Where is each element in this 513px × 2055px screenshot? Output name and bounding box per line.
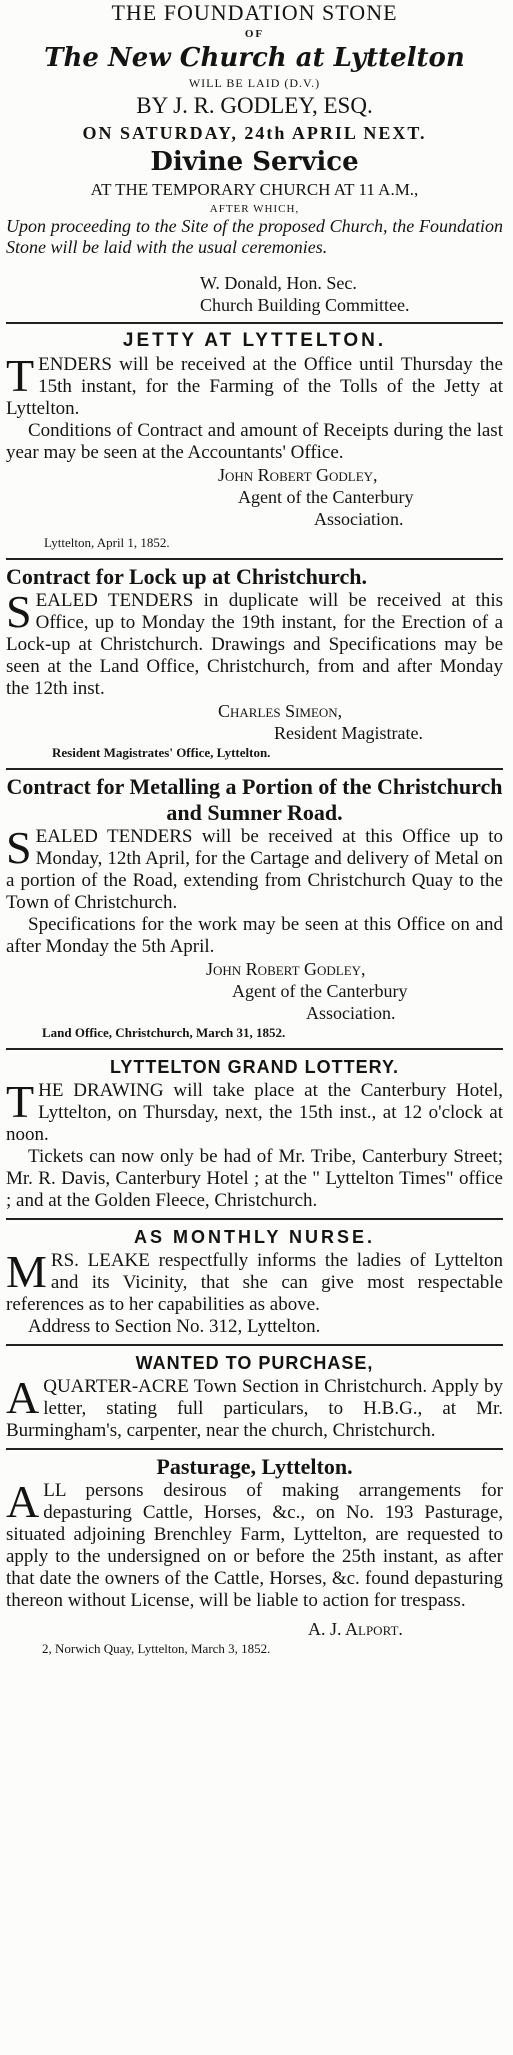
metalling-sig3: Association.: [306, 1003, 396, 1023]
pasturage-dropcap: A: [6, 1476, 40, 1527]
ad-metalling: [6, 770, 503, 1050]
jetty-sig2: Agent of the Canterbury: [238, 487, 414, 507]
metalling-title: Contract for Metalling a Portion of the Christchurch and Sumner Road.: [6, 774, 503, 825]
lockup-foot: Resident Magistrates' Office, Lyttelton.: [52, 745, 271, 760]
pasturage-body: [6, 1476, 503, 1612]
pasturage-title: Pasturage, Lyttelton.: [156, 1454, 353, 1479]
jetty-dropcap: T: [6, 350, 35, 401]
foundation-line8: AT THE TEMPORARY CHURCH AT 11 A.M.,: [90, 180, 419, 199]
lockup-body: [6, 586, 503, 700]
foundation-line7: Divine Service: [150, 147, 359, 177]
lockup-sig1: Charles Simeon,: [218, 701, 343, 721]
ad-foundation-stone: [6, 0, 503, 324]
metalling-body: [6, 822, 503, 958]
metalling-sig2: Agent of the Canterbury: [232, 981, 408, 1001]
foundation-line6: ON SATURDAY, 24th APRIL NEXT.: [82, 123, 427, 143]
ad-pasturage: [6, 1450, 503, 1664]
lottery-p1: HE DRAWING will take place at the Canterbury Hotel, Lyttelton, on Thursday, next, the 15th inst., at 12 o'clock at noon.: [6, 1080, 503, 1145]
ad-wanted-to-purchase: [6, 1346, 503, 1450]
foundation-line3: The New Church at Lyttelton: [44, 43, 465, 73]
ad-jetty: [6, 324, 503, 560]
metalling-dropcap: S: [6, 822, 32, 873]
foundation-sig1: W. Donald, Hon. Sec.: [200, 273, 357, 293]
pasturage-sig1: A. J. Alport.: [308, 1619, 403, 1639]
lockup-title: Contract for Lock up at Christchurch.: [6, 564, 367, 589]
lockup-p1: EALED TENDERS in duplicate will be received at this Office, up to Monday the 19th instant, for the Erection of a Lock-up at Christchurch. Drawings and Specifications may be seen at the Land Office, Christchurch, from and after Monday the 12th inst.: [6, 590, 503, 699]
wanted-dropcap: A: [6, 1372, 40, 1423]
jetty-p1: ENDERS will be received at the Office until Thursday the 15th instant, for the Farming of the Tolls of the Jetty at Lyttelton.: [6, 354, 503, 419]
pasturage-foot: 2, Norwich Quay, Lyttelton, March 3, 1852.: [42, 1641, 271, 1656]
jetty-sig1: John Robert Godley,: [218, 465, 378, 485]
pasturage-p1: LL persons desirous of making arrangements for depasturing Cattle, Horses, &c., on No. 193 Pasturage, situated adjoining Brenchley Farm, Lyttelton, are requested to apply to the undersigned on or before the 25th instant, as after that date the owners of the Cattle, Horses, &c. found depasturing thereon without License, will be liable to action for trespass.: [6, 1480, 503, 1611]
foundation-line1: THE FOUNDATION STONE: [111, 0, 398, 25]
metalling-p1: EALED TENDERS will be received at this Office up to Monday, 12th April, for the Cartage and delivery of Metal on a portion of the Road, extending from Christchurch Quay to the Town of Christchurch.: [6, 826, 503, 913]
wanted-p1: QUARTER-ACRE Town Section in Christchurch. Apply by letter, stating full particulars, to H.B.G., at Mr. Burmingham's, carpenter, near the church, Christchurch.: [6, 1376, 503, 1441]
jetty-body: [6, 350, 503, 464]
foundation-line2: OF: [244, 28, 265, 40]
foundation-line4: WILL BE LAID (D.V.): [188, 76, 321, 90]
metalling-foot: Land Office, Christchurch, March 31, 1852.: [42, 1025, 286, 1040]
lottery-body: [6, 1076, 503, 1212]
metalling-p2: Specifications for the work may be seen at this Office on and after Monday the 5th April.: [6, 914, 503, 957]
foundation-line5: BY J. R. GODLEY, ESQ.: [136, 93, 373, 118]
wanted-body: [6, 1372, 503, 1442]
lockup-sig2: Resident Magistrate.: [274, 723, 423, 743]
jetty-sig3: Association.: [314, 509, 404, 529]
lottery-dropcap: T: [6, 1076, 35, 1127]
ad-lottery: [6, 1050, 503, 1220]
jetty-p2: Conditions of Contract and amount of Receipts during the last year may be seen at the Accountants' Office.: [6, 420, 503, 463]
foundation-line10: Upon proceeding to the Site of the proposed Church, the Foundation Stone will be laid with the usual ceremonies.: [6, 216, 503, 257]
ad-monthly-nurse: [6, 1220, 503, 1346]
metalling-sig1: John Robert Godley,: [206, 959, 366, 979]
jetty-foot: Lyttelton, April 1, 1852.: [44, 535, 170, 550]
nurse-p1: RS. LEAKE respectfully informs the ladies of Lyttelton and its Vicinity, that she can give most respectable references as to her capabilities as above.: [6, 1250, 503, 1315]
lockup-dropcap: S: [6, 586, 32, 637]
lottery-p2: Tickets can now only be had of Mr. Tribe, Canterbury Street; Mr. R. Davis, Canterbury Hotel ; at the " Lyttelton Times" office ; and at the Golden Fleece, Christchurch.: [6, 1146, 503, 1211]
nurse-dropcap: M: [6, 1246, 47, 1297]
foundation-sig2: Church Building Committee.: [200, 295, 410, 315]
nurse-p2: Address to Section No. 312, Lyttelton.: [28, 1316, 321, 1337]
nurse-body: [6, 1246, 503, 1338]
wanted-title: WANTED TO PURCHASE,: [135, 1353, 374, 1373]
jetty-title: JETTY AT LYTTELTON.: [122, 330, 387, 351]
nurse-title: AS MONTHLY NURSE.: [133, 1227, 376, 1247]
ad-lockup: [6, 560, 503, 770]
foundation-line9: AFTER WHICH,: [209, 203, 300, 215]
lottery-title: LYTTELTON GRAND LOTTERY.: [109, 1057, 399, 1077]
